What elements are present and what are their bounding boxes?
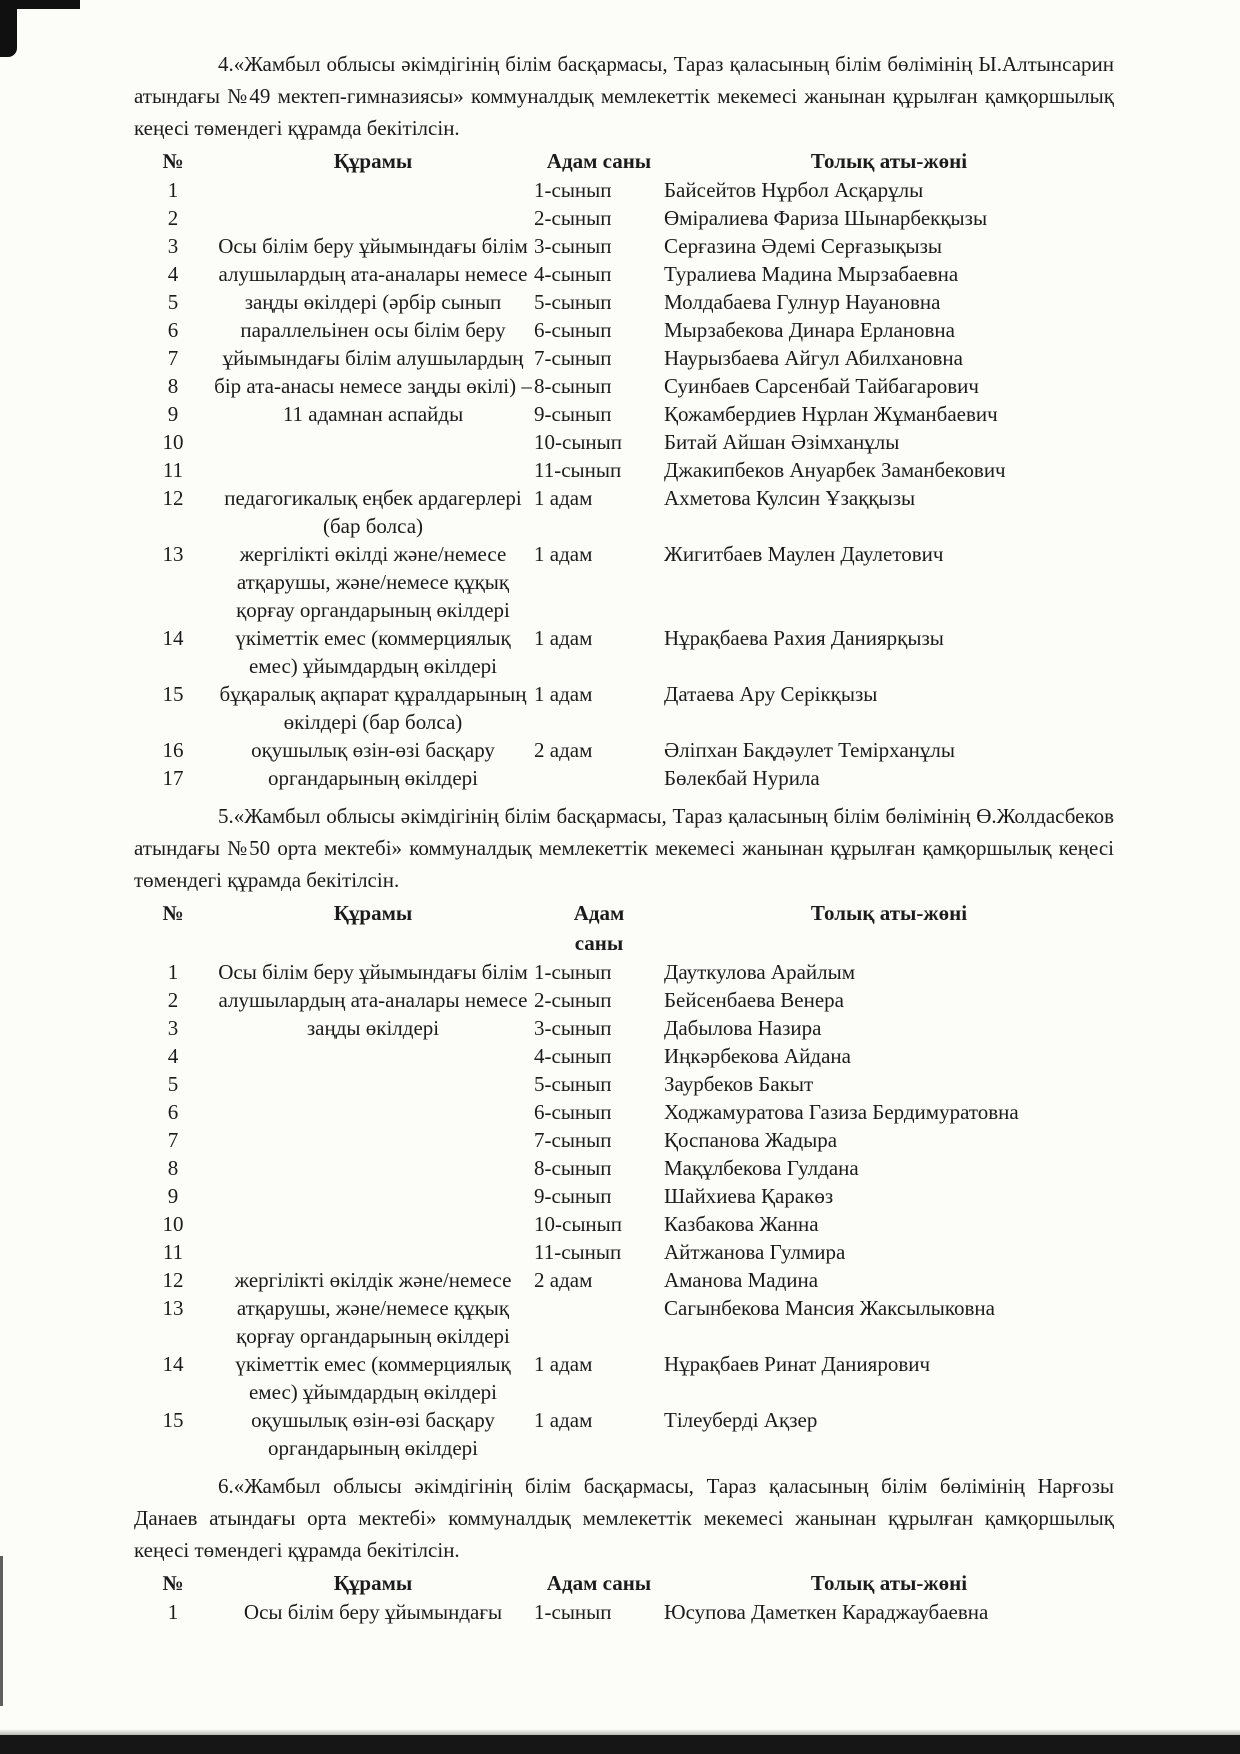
table-cell: 1-сынып bbox=[534, 178, 612, 202]
table-cell: Қожамбердиев Нұрлан Жұманбаевич bbox=[664, 402, 998, 426]
table-cell: 8 bbox=[167, 1156, 179, 1180]
table-cell: 5-сынып bbox=[534, 1072, 612, 1096]
table-row bbox=[134, 176, 1114, 204]
table-cell: 14 bbox=[162, 626, 184, 650]
table-cell: 9-сынып bbox=[534, 1184, 612, 1208]
table-row bbox=[134, 958, 1114, 986]
table-cell bbox=[534, 764, 664, 792]
table-header-row bbox=[134, 146, 1114, 176]
table-cell: 9 bbox=[167, 1184, 179, 1208]
table-cell: 8 bbox=[167, 374, 179, 398]
table-cell: 7-сынып bbox=[534, 1128, 612, 1152]
table-cell: 2 адам bbox=[534, 738, 593, 762]
table-cell: 8-сынып bbox=[534, 1156, 612, 1180]
table-cell: Жигитбаев Маулен Даулетович bbox=[664, 542, 944, 566]
table-cell: Тілеуберді Ақзер bbox=[664, 1408, 818, 1432]
table-cell: 11 bbox=[162, 458, 184, 482]
table-cell: Бейсенбаева Венера bbox=[664, 988, 844, 1012]
table-cell: 10 bbox=[162, 430, 184, 454]
table-cell: Сагынбекова Мансия Жаксылыковна bbox=[664, 1296, 995, 1320]
decree-paragraph-4: 4.«Жамбыл облысы әкімдігінің білім басқармасы, Тараз қаласының білім бөлімінің Ы.Алтынсарин атындағы №49 мектеп-гимназиясы» коммуналдық мемлекеттік мекемесі жанынан құрылған қамқоршылық кеңесі төмендегі құрамда бекітілсін. bbox=[134, 52, 1114, 140]
table-cell: органдарының өкілдері bbox=[268, 766, 478, 790]
table-header-row bbox=[134, 1568, 1114, 1598]
table-cell: Осы білім беру ұйымындағы білім алушылардың ата-аналары немесе заңды өкілдері bbox=[218, 960, 528, 1040]
table-cell bbox=[534, 1294, 664, 1350]
table-cell: 16 bbox=[162, 738, 184, 762]
table-cell: 1 адам bbox=[534, 682, 593, 706]
table-cell: Серғазина Әдемі Серғазықызы bbox=[664, 234, 943, 258]
column-header bbox=[134, 898, 212, 958]
table-cell: 1-сынып bbox=[534, 1600, 612, 1624]
table-row bbox=[134, 1406, 1114, 1462]
table-cell: Юсупова Даметкен Караджаубаевна bbox=[664, 1600, 989, 1624]
table-cell: Молдабаева Гулнур Науановна bbox=[664, 290, 941, 314]
table-cell: 13 bbox=[162, 542, 184, 566]
table-cell: 6-сынып bbox=[534, 1100, 612, 1124]
table-cell: 4 bbox=[167, 1044, 179, 1068]
table-cell: Джакипбеков Ануарбек Заманбекович bbox=[664, 458, 1006, 482]
decree-paragraph-5: 5.«Жамбыл облысы әкімдігінің білім басқармасы, Тараз қаласының білім бөлімінің Ө.Жолдасбеков атындағы №50 орта мектебі» коммуналдық мемлекеттік мекемесі жанынан құрылған қамқоршылық кеңесі төмендегі құрамда бекітілсін. bbox=[134, 804, 1114, 892]
column-header bbox=[664, 146, 1114, 176]
table-row bbox=[134, 764, 1114, 792]
table-cell: Өміралиева Фариза Шынарбекқызы bbox=[664, 206, 988, 230]
table-cell: 10-сынып bbox=[534, 1212, 623, 1236]
table-cell: 1 bbox=[167, 1600, 179, 1624]
column-header-label: Адам саны bbox=[546, 1571, 652, 1595]
table-cell: 7-сынып bbox=[534, 346, 612, 370]
table-cell: 12 bbox=[162, 486, 184, 510]
table-header-row bbox=[134, 898, 1114, 958]
table-cell: 4 bbox=[167, 262, 179, 286]
table-cell: 3-сынып bbox=[534, 234, 612, 258]
table-cell: 3-сынып bbox=[534, 1016, 612, 1040]
table-cell: Осы білім беру ұйымындағы білім алушылардың ата-аналары немесе заңды өкілдері (әрбір сынып параллельінен осы білім беру ұйымындағы білім алушылардың бір ата-анасы немесе заңды өкілі) – 11 адамнан аспайды bbox=[214, 234, 532, 426]
table-cell: 15 bbox=[162, 682, 184, 706]
column-header bbox=[534, 146, 664, 176]
table-cell: 10-сынып bbox=[534, 430, 623, 454]
board-table-school-dataev bbox=[134, 1568, 1114, 1626]
table-cell: 7 bbox=[167, 346, 179, 370]
table-cell: 9 bbox=[167, 402, 179, 426]
table-cell: Ахметова Кулсин Ұзаққызы bbox=[664, 486, 916, 510]
table-cell: 7 bbox=[167, 1128, 179, 1152]
column-header-label: № bbox=[162, 901, 184, 925]
table-cell: 13 bbox=[162, 1296, 184, 1320]
table-cell: 2-сынып bbox=[534, 988, 612, 1012]
table-cell: Заурбеков Бакыт bbox=[664, 1072, 814, 1096]
table-cell: Иңкәрбекова Айдана bbox=[664, 1044, 851, 1068]
table-cell: Нұрақбаев Ринат Даниярович bbox=[664, 1352, 931, 1376]
table-cell: Мырзабекова Динара Ерлановна bbox=[664, 318, 955, 342]
table-row bbox=[134, 540, 1114, 624]
table-row bbox=[134, 1598, 1114, 1626]
table-row bbox=[134, 1350, 1114, 1406]
table-cell: 2 адам bbox=[534, 1268, 593, 1292]
table-cell: Туралиева Мадина Мырзабаевна bbox=[664, 262, 959, 286]
table-cell: 6-сынып bbox=[534, 318, 612, 342]
table-row bbox=[134, 736, 1114, 764]
column-header-label: Құрамы bbox=[333, 901, 413, 925]
table-cell: Датаева Ару Серікқызы bbox=[664, 682, 878, 706]
table-cell: үкіметтік емес (коммерциялық емес) ұйымдардың өкілдері bbox=[235, 1352, 511, 1404]
column-header-label: Адам саны bbox=[546, 149, 652, 173]
table-cell: 11-сынып bbox=[534, 1240, 622, 1264]
table-cell: 2-сынып bbox=[534, 206, 612, 230]
table-cell: 1 bbox=[167, 178, 179, 202]
decree-section-5 bbox=[134, 800, 1114, 1462]
table-cell: жергілікті өкілдік және/немесе bbox=[234, 1268, 512, 1292]
column-header bbox=[134, 146, 212, 176]
table-cell: 12 bbox=[162, 1268, 184, 1292]
scan-left-edge-artifact bbox=[0, 1556, 3, 1706]
table-cell: Мақұлбекова Гулдана bbox=[664, 1156, 859, 1180]
table-cell: 3 bbox=[167, 234, 179, 258]
table-cell: 10 bbox=[162, 1212, 184, 1236]
column-header bbox=[664, 898, 1114, 958]
table-cell: Байсейтов Нұрбол Асқарұлы bbox=[664, 178, 924, 202]
table-cell: Аманова Мадина bbox=[664, 1268, 819, 1292]
table-row bbox=[134, 1294, 1114, 1350]
table-cell: Бөлекбай Нурила bbox=[664, 766, 820, 790]
table-cell: Осы білім беру ұйымындағы bbox=[243, 1600, 503, 1624]
column-header-label: Толық аты-жөні bbox=[810, 1571, 968, 1595]
table-cell: атқарушы, және/немесе құқық қорғау органдарының өкілдері bbox=[236, 1296, 510, 1348]
table-cell: 6 bbox=[167, 318, 179, 342]
column-header-label: Толық аты-жөні bbox=[810, 901, 968, 925]
table-cell: Суинбаев Сарсенбай Тайбагарович bbox=[664, 374, 979, 398]
decree-section-4 bbox=[134, 48, 1114, 792]
table-cell: педагогикалық еңбек ардагерлері (бар болса) bbox=[224, 486, 522, 538]
column-header bbox=[664, 1568, 1114, 1598]
table-cell: Ходжамуратова Газиза Бердимуратовна bbox=[664, 1100, 1019, 1124]
table-cell: 1 адам bbox=[534, 542, 593, 566]
column-header-label: Толық аты-жөні bbox=[810, 149, 968, 173]
table-cell: оқушылық өзін-өзі басқару органдарының өкілдері bbox=[251, 1408, 495, 1460]
table-cell: 1 адам bbox=[534, 626, 593, 650]
column-header-label: № bbox=[162, 1571, 184, 1595]
column-header-label: Құрамы bbox=[333, 149, 413, 173]
scan-corner-artifact-left bbox=[0, 0, 17, 57]
table-row bbox=[134, 680, 1114, 736]
column-header-label: № bbox=[162, 149, 184, 173]
table-cell: оқушылық өзін-өзі басқару bbox=[251, 738, 495, 762]
table-cell: Дабылова Назира bbox=[664, 1016, 822, 1040]
table-cell: 2 bbox=[167, 988, 179, 1012]
table-cell: 9-сынып bbox=[534, 402, 612, 426]
table-cell: Казбакова Жанна bbox=[664, 1212, 819, 1236]
column-header bbox=[534, 1568, 664, 1598]
table-cell: Дауткулова Арайлым bbox=[664, 960, 856, 984]
table-cell: 5-сынып bbox=[534, 290, 612, 314]
table-cell: 3 bbox=[167, 1016, 179, 1040]
table-cell: үкіметтік емес (коммерциялық емес) ұйымдардың өкілдері bbox=[235, 626, 511, 678]
table-cell: 1-сынып bbox=[534, 960, 612, 984]
table-cell: 11-сынып bbox=[534, 458, 622, 482]
table-cell: Нұрақбаева Рахия Даниярқызы bbox=[664, 626, 944, 650]
column-header bbox=[534, 898, 664, 958]
table-cell: 6 bbox=[167, 1100, 179, 1124]
column-header bbox=[212, 1568, 534, 1598]
column-header bbox=[212, 146, 534, 176]
scan-bottom-edge-artifact bbox=[0, 1735, 1240, 1754]
table-cell: Қоспанова Жадыра bbox=[664, 1128, 838, 1152]
table-cell: Битай Айшан Әзімханұлы bbox=[664, 430, 900, 454]
table-cell: 11 bbox=[162, 1240, 184, 1264]
decree-section-6 bbox=[134, 1470, 1114, 1626]
table-cell: жергілікті өкілді және/немесе атқарушы, және/немесе құқық қорғау органдарының өкілдері bbox=[236, 542, 510, 622]
table-cell: 1 адам bbox=[534, 486, 593, 510]
table-cell: Шайхиева Қаракөз bbox=[664, 1184, 834, 1208]
column-header-label: Құрамы bbox=[333, 1571, 413, 1595]
table-cell: 1 адам bbox=[534, 1352, 593, 1376]
table-cell: 15 bbox=[162, 1408, 184, 1432]
column-header-label: Адам саны bbox=[573, 901, 625, 955]
table-row bbox=[134, 624, 1114, 680]
table-cell: 5 bbox=[167, 1072, 179, 1096]
table-row bbox=[134, 484, 1114, 540]
table-cell: Айтжанова Гулмира bbox=[664, 1240, 846, 1264]
table-cell: 1 адам bbox=[534, 1408, 593, 1432]
table-cell: 5 bbox=[167, 290, 179, 314]
column-header bbox=[212, 898, 534, 958]
table-cell: 4-сынып bbox=[534, 262, 612, 286]
table-cell: бұқаралық ақпарат құралдарының өкілдері (бар болса) bbox=[219, 682, 527, 734]
table-cell: 2 bbox=[167, 206, 179, 230]
decree-paragraph-6: 6.«Жамбыл облысы әкімдігінің білім басқармасы, Тараз қаласының білім бөлімінің Нарғозы Данаев атындағы орта мектебі» коммуналдық мемлекеттік мекемесі жанынан құрылған қамқоршылық кеңесі төмендегі құрамда бекітілсін. bbox=[134, 1474, 1114, 1562]
table-row bbox=[134, 1266, 1114, 1294]
table-cell: 1 bbox=[167, 960, 179, 984]
table-cell: 8-сынып bbox=[534, 374, 612, 398]
board-table-school-50 bbox=[134, 898, 1114, 1462]
table-cell: Әліпхан Бақдәулет Темірханұлы bbox=[664, 738, 955, 762]
table-cell: 17 bbox=[162, 766, 184, 790]
column-header bbox=[134, 1568, 212, 1598]
table-cell: 14 bbox=[162, 1352, 184, 1376]
board-table-school-49 bbox=[134, 146, 1114, 792]
table-cell: Наурызбаева Айгул Абилхановна bbox=[664, 346, 963, 370]
table-cell: 4-сынып bbox=[534, 1044, 612, 1068]
